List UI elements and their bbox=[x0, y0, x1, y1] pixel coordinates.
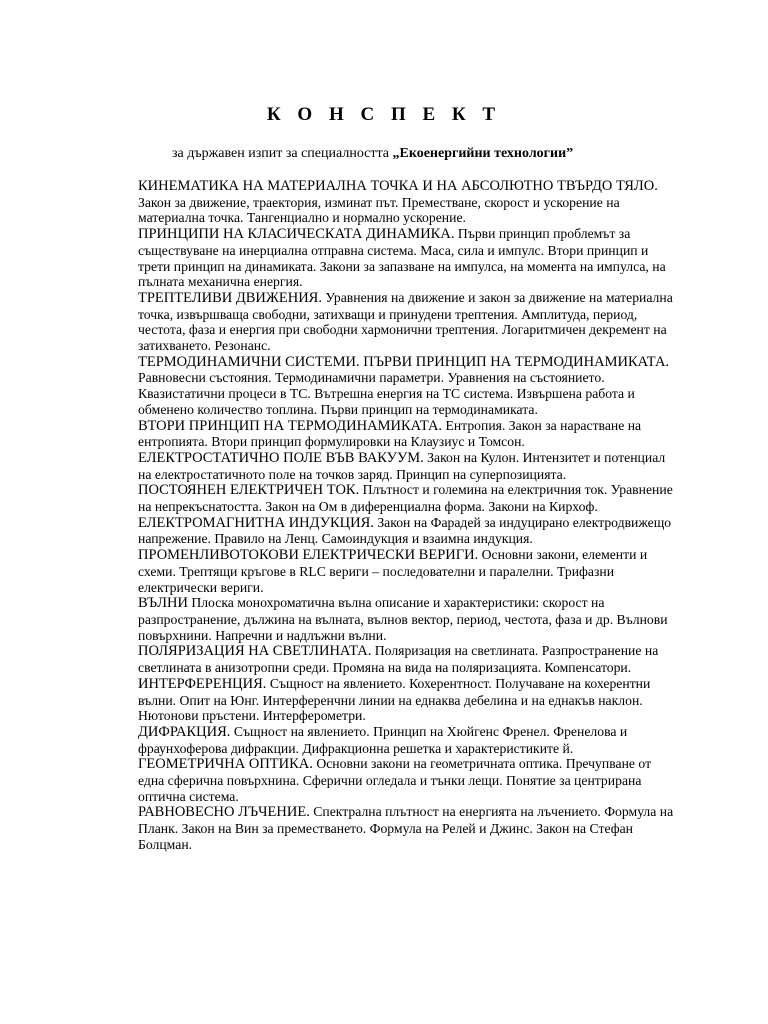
topic-item bbox=[138, 418, 678, 450]
topic-item bbox=[138, 450, 678, 482]
topic-item bbox=[138, 515, 678, 547]
topic-text: Плоска монохроматична вълна описание и характеристики: скорост на разпространение, дължина на вълната, вълнов вектор, период, честота, фаза и др. Вълнови повърхнини. Напречни и надлъжни вълни. bbox=[138, 595, 668, 643]
topic-text: Равновесни състояния. Термодинамични параметри. Уравнения на състоянието. Квазистатични процеси в ТС. Вътрешна енергия на ТС система. Извършена работа и обменено количество топлина. Първи принцип на термодинамиката. bbox=[138, 370, 635, 417]
topic-item bbox=[138, 354, 678, 418]
topic-text: Същност на явлението. Кохерентност. Получаване на кохерентни вълни. Опит на Юнг. Интерференчни линии на еднаква дебелина и на еднакъв наклон. Нютонови пръстени. Интерферометри. bbox=[138, 675, 651, 724]
topics-list bbox=[138, 178, 678, 853]
subtitle-specialty: „Екоенергийни технологии” bbox=[392, 146, 574, 161]
topic-heading: ВЪЛНИ bbox=[138, 595, 188, 612]
topic-text: Плътност и големина на електричния ток. Уравнение на непрекъснатостта. Закон на Ом в диференциална форма. Закони на Кирхоф. bbox=[138, 482, 673, 515]
topic-heading: ПРИНЦИПИ НА КЛАСИЧЕСКАТА ДИНАМИКА. bbox=[138, 226, 455, 243]
topic-text: Основни закони на геометричната оптика. Пречупване от една сферична повърхнина. Сферични огледала и тънки лещи. Понятие за центрирана оптична система. bbox=[138, 756, 652, 804]
topic-item bbox=[138, 547, 678, 595]
topic-text: Основни закони, елементи и схеми. Трептящи кръгове в RLC вериги – последователни и паралелни. Трифазни електрически вериги. bbox=[138, 547, 648, 595]
topic-text: Ентропия. Закон за нарастване на ентропията. Втори принцип формулировки на Клаузиус и Томсон. bbox=[138, 417, 642, 450]
topic-heading: ЕЛЕКТРОМАГНИТНА ИНДУКЦИЯ. bbox=[138, 514, 374, 531]
topic-heading: КИНЕМАТИКА НА МАТЕРИАЛНА ТОЧКА И НА АБСОЛЮТНО ТВЪРДО ТЯЛО. bbox=[138, 178, 658, 194]
topic-heading: ИНТЕРФЕРЕНЦИЯ. bbox=[138, 675, 267, 692]
topic-item bbox=[138, 756, 678, 804]
topic-heading: ПРОМЕНЛИВОТОКОВИ ЕЛЕКТРИЧЕСКИ ВЕРИГИ. bbox=[138, 547, 479, 564]
topic-text: Закон за движение, траектория, изминат път. Преместване, скорост и ускорение на материална точка. Тангенциално и нормално ускорение. bbox=[138, 194, 620, 226]
topic-heading: ТРЕПТЕЛИВИ ДВИЖЕНИЯ. bbox=[138, 289, 322, 306]
topic-text: Поляризация на светлината. Разпространение на светлината в анизотропни среди. Промяна на вида на поляризацията. Компенсатори. bbox=[138, 643, 659, 676]
topic-item bbox=[138, 482, 678, 514]
topic-item bbox=[138, 676, 678, 724]
topic-heading: ГЕОМЕТРИЧНА ОПТИКА. bbox=[138, 756, 313, 773]
document-title: К О Н С П Е К Т bbox=[266, 104, 502, 125]
topic-text: Спектрална плътност на енергията на лъчението. Формула на Планк. Закон на Вин за преместването. Формула на Релей и Джинс. Закон на Стефан Болцман. bbox=[138, 804, 674, 852]
topic-item bbox=[138, 643, 678, 675]
topic-text: Същност на явлението. Принцип на Хюйгенс Френел. Френелова и фраунхоферова дифракции. Дифракционна решетка и характеристиките й. bbox=[138, 723, 628, 756]
topic-text: Закон на Кулон. Интензитет и потенциал на електростатичното поле на точков заряд. Принцип на суперпозицията. bbox=[138, 449, 666, 482]
topic-item bbox=[138, 804, 678, 852]
topic-heading: ВТОРИ ПРИНЦИП НА ТЕРМОДИНАМИКАТА. bbox=[138, 417, 443, 434]
topic-item bbox=[138, 595, 678, 643]
topic-text: Закон на Фарадей за индуцирано електродвижещо напрежение. Правило на Ленц. Самоиндукция и взаимна индукция. bbox=[138, 514, 672, 547]
topic-heading: ТЕРМОДИНАМИЧНИ СИСТЕМИ. ПЪРВИ ПРИНЦИП НА ТЕРМОДИНАМИКАТА. bbox=[138, 353, 670, 370]
topic-text: Първи принцип проблемът за съществуване на инерциална отправна система. Маса, сила и импулс. Втори принцип и трети принцип на динамиката. Закони за запазване на импулса, на момента на импулса, на пълната механична енергия. bbox=[138, 226, 666, 290]
document-subtitle bbox=[172, 146, 732, 162]
topic-item bbox=[138, 724, 678, 756]
subtitle-prefix: за държавен изпит за специалността bbox=[172, 146, 393, 161]
topic-heading: ЕЛЕКТРОСТАТИЧНО ПОЛЕ ВЪВ ВАКУУМ. bbox=[138, 449, 424, 466]
topic-item bbox=[138, 178, 678, 226]
topic-heading: ПОСТОЯНЕН ЕЛЕКТРИЧЕН ТОК. bbox=[138, 482, 360, 499]
topic-item bbox=[138, 226, 678, 290]
topic-item bbox=[138, 290, 678, 354]
topic-heading: ДИФРАКЦИЯ. bbox=[138, 723, 231, 740]
topic-heading: ПОЛЯРИЗАЦИЯ НА СВЕТЛИНАТА. bbox=[138, 643, 372, 660]
topic-text: Уравнения на движение и закон за движение на материална точка, извършваща свободни, затихващи и принудени трептения. Амплитуда, период, честота, фаза и енергия при свободни хармонични трептения. Логаритмичен декремент на затихването. Резонанс. bbox=[138, 289, 673, 354]
topic-heading: РАВНОВЕСНО ЛЪЧЕНИЕ. bbox=[138, 804, 310, 821]
